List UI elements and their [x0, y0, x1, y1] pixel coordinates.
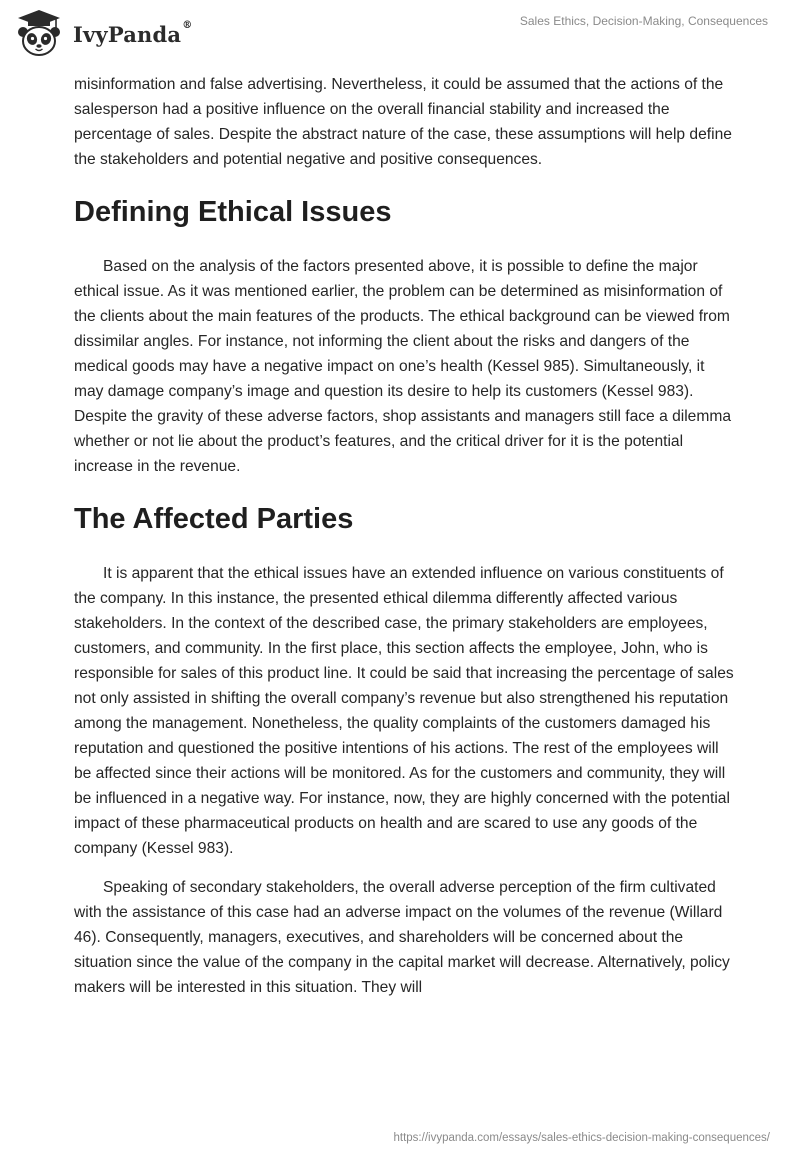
brand-name [73, 19, 193, 47]
brand-name-text: IvyPanda [73, 21, 182, 47]
source-url-link[interactable]: https://ivypanda.com/essays/sales-ethics-decision-making-consequences/ [393, 1132, 770, 1144]
panda-graduate-logo-icon [14, 8, 64, 58]
body-paragraph: It is apparent that the ethical issues have an extended influence on various constituents of the company. In this instance, the presented ethical dilemma differently affected various stakeholders. In the context of the described case, the primary stakeholders are employees, customers, and community. In the first place, this section affects the employee, John, who is responsible for sales of this product line. It could be said that increasing the percentage of sales not only assisted in shifting the overall company’s revenue but also strengthened his reputation among the management. Nonetheless, the quality complaints of the customers damaged his reputation and questioned the positive intentions of his actions. The rest of the employees will be affected since their actions will be monitored. As for the customers and community, they will be influenced in a negative way. For instance, now, they are highly concerned with the potential impact of these pharmaceutical products on health and are scared to use any goods of the company (Kessel 983). [74, 565, 734, 857]
page-header [0, 0, 800, 66]
section-heading-affected-parties: The Affected Parties [74, 503, 354, 535]
intro-paragraph: misinformation and false advertising. Nevertheless, it could be assumed that the actions of the salesperson had a positive influence on the overall financial stability and increased the percentage of sales. Despite the abstract nature of the case, these assumptions will help define the stakeholders and potential negative and positive consequences. [74, 76, 732, 168]
brand-logo[interactable] [14, 8, 192, 58]
body-paragraph: Based on the analysis of the factors presented above, it is possible to define the major ethical issue. As it was mentioned earlier, the problem can be determined as misinformation of the clients about the main features of the products. The ethical background can be viewed from dissimilar angles. For instance, not informing the client about the risks and dangers of the medical goods may have a negative impact on one’s health (Kessel 985). Simultaneously, it may damage company’s image and question its desire to help its customers (Kessel 983). Despite the gravity of these adverse factors, shop assistants and managers still face a dilemma whether or not lie about the product’s features, and the critical driver for it is the potential increase in the revenue. [74, 258, 731, 475]
essay-content [74, 72, 734, 1000]
registered-mark: ® [182, 19, 193, 31]
section-heading-defining-ethical-issues: Defining Ethical Issues [74, 196, 392, 228]
document-running-title: Sales Ethics, Decision-Making, Consequences [519, 14, 768, 28]
body-paragraph: Speaking of secondary stakeholders, the overall adverse perception of the firm cultivated with the assistance of this case had an adverse impact on the volumes of the revenue (Willard 46). Consequently, managers, executives, and shareholders will be concerned about the situation since the value of the company in the capital market will decrease. Alternatively, policy makers will be interested in this situation. They will [74, 879, 730, 996]
paragraph-gap [74, 861, 734, 875]
